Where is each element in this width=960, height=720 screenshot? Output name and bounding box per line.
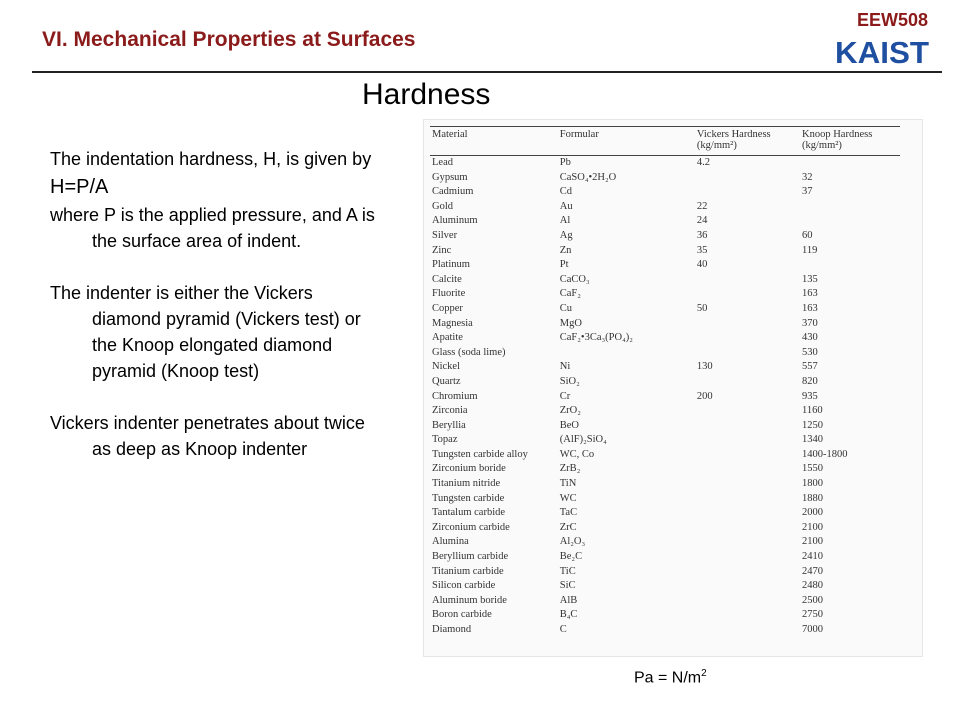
cell-vickers: 35 xyxy=(696,244,708,256)
cell-knoop: 2100 xyxy=(802,536,824,548)
cell-material: Quartz xyxy=(432,375,461,387)
cell-material: Zirconium boride xyxy=(432,463,506,475)
cell-vickers xyxy=(695,521,800,536)
cell-material: Cadmium xyxy=(432,186,474,198)
spacer xyxy=(50,254,380,280)
table-row xyxy=(430,492,900,507)
cell-knoop: 430 xyxy=(802,332,818,344)
course-code: EEW508 xyxy=(856,10,928,30)
header-material: Material xyxy=(430,127,558,156)
cell-material: Alumina xyxy=(432,536,469,548)
cell-vickers xyxy=(695,579,800,594)
cell-knoop: 1160 xyxy=(802,405,823,417)
cell-formula: Al xyxy=(559,215,571,227)
cell-vickers xyxy=(695,608,800,623)
table-row xyxy=(430,375,900,390)
cell-knoop xyxy=(800,214,900,229)
table-row xyxy=(430,244,900,259)
cell-knoop: 37 xyxy=(802,186,813,198)
cell-material: Lead xyxy=(432,157,453,168)
cell-formula: (AlF)₂SiO₄ xyxy=(559,434,607,446)
cell-material: Aluminum boride xyxy=(432,594,507,606)
cell-knoop: 2100 xyxy=(802,521,824,533)
table-row xyxy=(430,535,900,550)
cell-material: Gypsum xyxy=(432,171,468,183)
table-row xyxy=(430,331,900,346)
table-row xyxy=(430,565,900,580)
cell-formula: Ag xyxy=(559,229,573,241)
kaist-logo-text: KAIST xyxy=(835,36,930,68)
cell-vickers: 4.2 xyxy=(696,157,711,168)
cell-knoop: 2470 xyxy=(802,565,824,577)
cell-vickers xyxy=(695,477,800,492)
cell-vickers xyxy=(695,550,800,565)
kaist-logo xyxy=(834,36,930,68)
hardness-formula: H=P/A xyxy=(50,176,109,198)
cell-material: Tungsten carbide alloy xyxy=(432,448,528,460)
cell-vickers xyxy=(695,594,800,609)
cell-vickers: 40 xyxy=(696,259,708,271)
cell-knoop: 557 xyxy=(802,361,818,373)
cell-knoop: 2480 xyxy=(802,580,824,592)
header-vickers-unit: (kg/mm²) xyxy=(696,140,737,151)
spacer xyxy=(50,384,380,410)
cell-material: Beryllia xyxy=(432,419,466,431)
cell-knoop: 1340 xyxy=(802,434,824,446)
table-row xyxy=(430,477,900,492)
table-row xyxy=(430,404,900,419)
body-text xyxy=(50,146,380,462)
pascal-footnote xyxy=(634,668,707,687)
cell-formula: Al₂O₃ xyxy=(559,536,586,548)
cell-formula: Cd xyxy=(559,186,573,198)
cell-vickers xyxy=(695,623,800,638)
hardness-table-image xyxy=(424,120,922,656)
cell-material: Copper xyxy=(432,302,463,314)
cell-vickers xyxy=(695,346,800,361)
table-row xyxy=(430,550,900,565)
table-row xyxy=(430,317,900,332)
cell-formula: ZrC xyxy=(559,521,577,533)
cell-formula: SiC xyxy=(559,580,576,592)
table-row xyxy=(430,608,900,623)
paragraph-depth: Vickers indenter penetrates about twice as deep as Knoop indenter xyxy=(50,413,365,459)
table-row xyxy=(430,462,900,477)
cell-material: Titanium nitride xyxy=(432,478,501,490)
table-row xyxy=(430,258,900,273)
table-row xyxy=(430,273,900,288)
cell-vickers: 22 xyxy=(696,200,708,212)
table-row xyxy=(430,200,900,215)
cell-material: Diamond xyxy=(432,624,472,635)
cell-formula: Cu xyxy=(559,302,573,314)
cell-vickers: 130 xyxy=(696,361,713,373)
table-row xyxy=(430,287,900,302)
cell-formula: Pb xyxy=(559,157,571,168)
cell-formula: CaSO₄•2H₂O xyxy=(559,171,617,183)
cell-knoop: 1880 xyxy=(802,492,824,504)
cell-formula: TaC xyxy=(559,507,578,519)
cell-knoop: 1400-1800 xyxy=(802,448,848,460)
header-formula: Formular xyxy=(558,127,695,156)
cell-formula: WC, Co xyxy=(559,448,595,460)
cell-knoop: 119 xyxy=(802,244,818,256)
cell-knoop: 163 xyxy=(802,288,818,300)
footnote-exponent: 2 xyxy=(701,668,707,679)
header-knoop-unit: (kg/mm²) xyxy=(802,140,842,151)
cell-material: Nickel xyxy=(432,361,460,373)
table-row xyxy=(430,185,900,200)
header-knoop-label: Knoop Hardness xyxy=(802,129,873,140)
cell-vickers: 36 xyxy=(696,229,708,241)
cell-material: Zirconia xyxy=(432,405,468,417)
cell-vickers xyxy=(695,419,800,434)
cell-knoop: 7000 xyxy=(802,624,824,635)
cell-knoop xyxy=(800,156,900,171)
cell-material: Platinum xyxy=(432,259,470,271)
cell-formula: MgO xyxy=(559,317,582,329)
paragraph-where: where P is the applied pressure, and A is the surface area of indent. xyxy=(50,205,375,251)
table-row xyxy=(430,579,900,594)
cell-formula: Pt xyxy=(559,259,569,271)
table-row xyxy=(430,433,900,448)
cell-formula: AlB xyxy=(559,594,578,606)
cell-formula: BeO xyxy=(559,419,579,431)
table-row xyxy=(430,302,900,317)
cell-vickers xyxy=(695,535,800,550)
cell-vickers xyxy=(695,448,800,463)
cell-formula: ZrO₂ xyxy=(559,405,581,417)
cell-knoop xyxy=(800,258,900,273)
cell-material: Gold xyxy=(432,200,453,212)
cell-knoop: 1800 xyxy=(802,478,824,490)
cell-knoop: 2750 xyxy=(802,609,824,621)
cell-formula: Au xyxy=(559,200,573,212)
table-row xyxy=(430,521,900,536)
cell-vickers xyxy=(695,317,800,332)
table-row xyxy=(430,346,900,361)
table-row xyxy=(430,214,900,229)
cell-material: Tantalum carbide xyxy=(432,507,506,519)
cell-formula: Cr xyxy=(559,390,571,402)
cell-material: Silicon carbide xyxy=(432,580,496,592)
table-row xyxy=(430,390,900,405)
cell-material: Fluorite xyxy=(432,288,466,300)
cell-material: Beryllium carbide xyxy=(432,551,509,563)
table-row xyxy=(430,229,900,244)
header-knoop xyxy=(800,127,900,156)
cell-formula: CaF₂ xyxy=(559,288,581,300)
table-row xyxy=(430,594,900,609)
cell-formula: WC xyxy=(559,492,577,504)
header-vickers xyxy=(695,127,800,156)
cell-formula: CaF₂•3Ca₃(PO₄)₂ xyxy=(559,332,633,344)
cell-vickers xyxy=(695,433,800,448)
cell-material: Zirconium carbide xyxy=(432,521,510,533)
cell-formula: CaCO₃ xyxy=(559,273,590,285)
slide-title: Hardness xyxy=(362,78,491,111)
cell-knoop: 935 xyxy=(802,390,818,402)
cell-vickers xyxy=(695,375,800,390)
cell-material: Chromium xyxy=(432,390,478,402)
cell-material: Calcite xyxy=(432,273,462,285)
cell-vickers: 50 xyxy=(696,302,708,314)
cell-vickers xyxy=(695,331,800,346)
section-title: VI. Mechanical Properties at Surfaces xyxy=(42,28,416,51)
cell-material: Tungsten carbide xyxy=(432,492,505,504)
cell-knoop: 32 xyxy=(802,171,813,183)
cell-vickers: 200 xyxy=(696,390,713,402)
hardness-table xyxy=(430,126,900,638)
table-body xyxy=(430,156,900,638)
cell-knoop: 135 xyxy=(802,273,818,285)
cell-vickers: 24 xyxy=(696,215,708,227)
cell-formula: SiO₂ xyxy=(559,375,580,387)
table-row xyxy=(430,360,900,375)
cell-knoop: 1250 xyxy=(802,419,824,431)
table-row xyxy=(430,623,900,638)
table-row xyxy=(430,419,900,434)
cell-knoop: 163 xyxy=(802,302,818,314)
cell-formula: Zn xyxy=(559,244,572,256)
cell-knoop: 370 xyxy=(802,317,818,329)
cell-knoop: 1550 xyxy=(802,463,824,475)
cell-material: Magnesia xyxy=(432,317,473,329)
cell-knoop: 530 xyxy=(802,346,818,358)
header-divider xyxy=(32,71,942,73)
cell-knoop: 820 xyxy=(802,375,818,387)
cell-vickers xyxy=(695,506,800,521)
cell-vickers xyxy=(695,462,800,477)
cell-vickers xyxy=(695,404,800,419)
cell-knoop: 2500 xyxy=(802,594,824,606)
table-row xyxy=(430,156,900,171)
cell-vickers xyxy=(695,287,800,302)
table-header-row xyxy=(430,127,900,156)
cell-material: Titanium carbide xyxy=(432,565,504,577)
table-row xyxy=(430,506,900,521)
footnote-text: Pa = N/m xyxy=(634,669,702,687)
cell-material: Glass (soda lime) xyxy=(432,346,506,358)
cell-vickers xyxy=(695,171,800,186)
cell-material: Apatite xyxy=(432,332,463,344)
paragraph-indenter: The indenter is either the Vickers diamond pyramid (Vickers test) or the Knoop elongated diamond pyramid (Knoop test) xyxy=(50,283,361,381)
cell-formula: Be₂C xyxy=(559,551,583,563)
cell-vickers xyxy=(695,185,800,200)
table-row xyxy=(430,171,900,186)
cell-knoop: 2410 xyxy=(802,551,824,563)
cell-formula xyxy=(558,346,695,361)
cell-material: Aluminum xyxy=(432,215,478,227)
paragraph-definition: The indentation hardness, H, is given by xyxy=(50,149,372,169)
cell-formula: ZrB₂ xyxy=(559,463,581,475)
cell-formula: C xyxy=(559,624,567,635)
cell-material: Silver xyxy=(432,229,458,241)
cell-knoop: 60 xyxy=(802,229,813,241)
cell-formula: Ni xyxy=(559,361,571,373)
cell-material: Topaz xyxy=(432,434,458,446)
cell-formula: B₄C xyxy=(559,609,578,621)
cell-formula: TiC xyxy=(559,565,576,577)
cell-formula: TiN xyxy=(559,478,577,490)
cell-material: Zinc xyxy=(432,244,452,256)
cell-vickers xyxy=(695,565,800,580)
cell-knoop xyxy=(800,200,900,215)
cell-material: Boron carbide xyxy=(432,609,492,621)
cell-vickers xyxy=(695,492,800,507)
cell-knoop: 2000 xyxy=(802,507,824,519)
header-vickers-label: Vickers Hardness xyxy=(696,129,771,140)
table-row xyxy=(430,448,900,463)
cell-vickers xyxy=(695,273,800,288)
